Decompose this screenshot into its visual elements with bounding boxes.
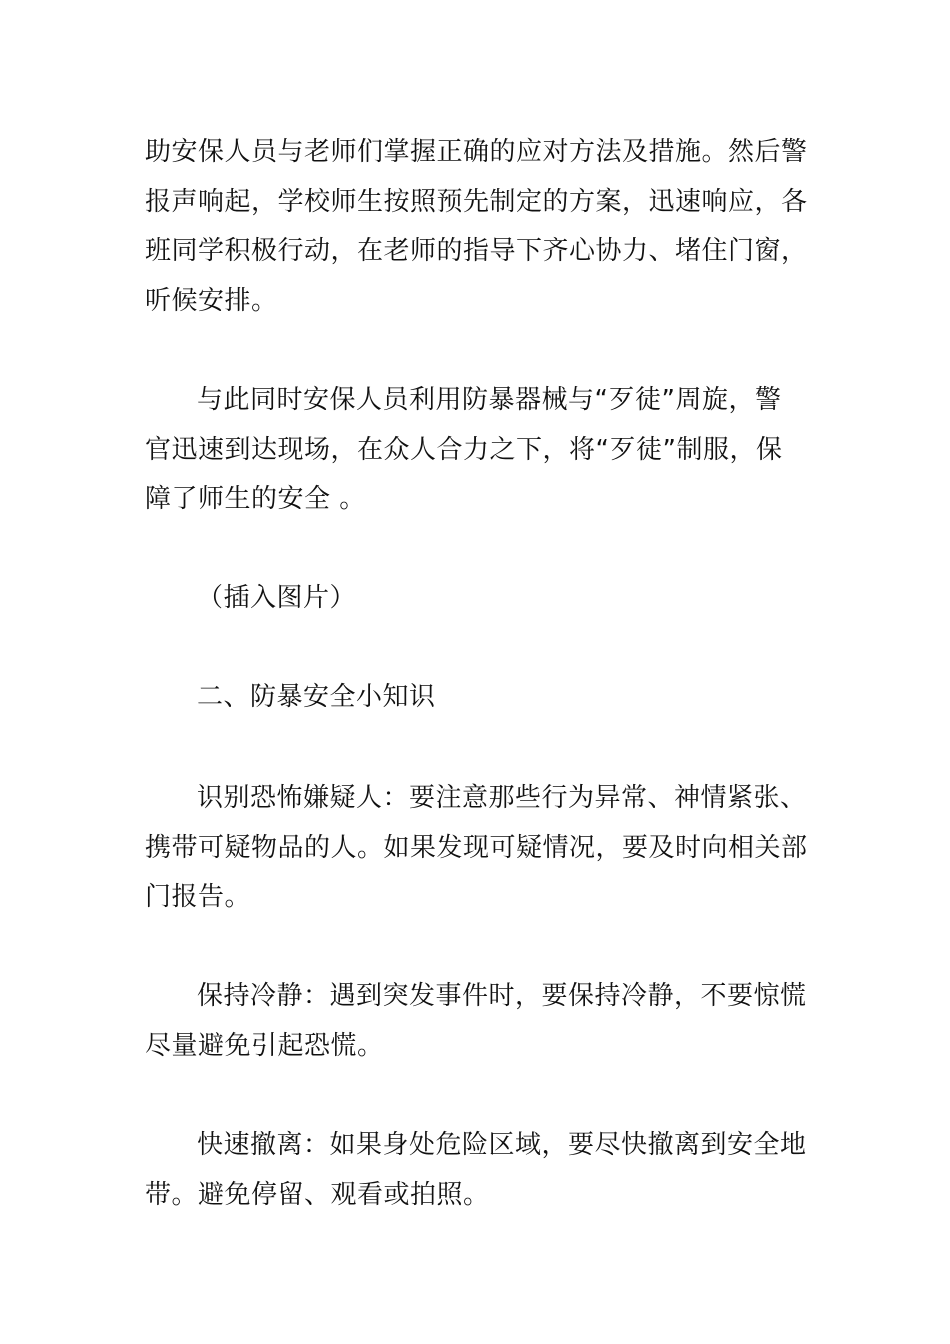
paragraph-line: 门报告。 <box>145 882 252 912</box>
paragraph-continuation <box>145 128 815 326</box>
paragraph-line: 带。避免停留、观看或拍照。 <box>145 1179 490 1210</box>
heading-line: 二、防暴安全小知识 <box>197 682 436 712</box>
paragraph-line: 尽量避免引起恐慌。 <box>145 1030 384 1061</box>
paragraph-line: 与此同时安保人员利用防暴器械与“歹徒”周旋，警 <box>197 385 782 415</box>
paragraph-line: 障了师生的安全 。 <box>145 484 366 514</box>
paragraph-evacuate <box>145 1121 815 1220</box>
paragraph-line: 识别恐怖嫌疑人：要注意那些行为异常、神情紧张、 <box>197 783 807 813</box>
paragraph-line: 官迅速到达现场，在众人合力之下，将“歹徒”制服，保 <box>145 434 783 465</box>
paragraph-line: 班同学积极行动，在老师的指导下齐心协力、堵住门窗， <box>145 236 808 266</box>
paragraph-line: 携带可疑物品的人。如果发现可疑情况，要及时向相关部 <box>145 832 808 863</box>
paragraph-line: 保持冷静：遇到突发事件时，要保持冷静，不要惊慌 <box>197 981 807 1011</box>
image-placeholder-note <box>145 574 815 624</box>
paragraph-stay-calm <box>145 972 815 1071</box>
paragraph-line: 助安保人员与老师们掌握正确的应对方法及措施。然后警 <box>145 137 808 167</box>
section-heading <box>145 673 815 723</box>
paragraph-line: 听候安排。 <box>145 285 278 316</box>
paragraph-line: 快速撤离：如果身处危险区域，要尽快撤离到安全地 <box>197 1130 807 1160</box>
paragraph-identify-suspects <box>145 774 815 923</box>
paragraph-security-response <box>145 376 815 525</box>
paragraph-line: 报声响起，学校师生按照预先制定的方案，迅速响应，各 <box>145 186 808 217</box>
paragraph-line: （插入图片） <box>197 583 357 613</box>
